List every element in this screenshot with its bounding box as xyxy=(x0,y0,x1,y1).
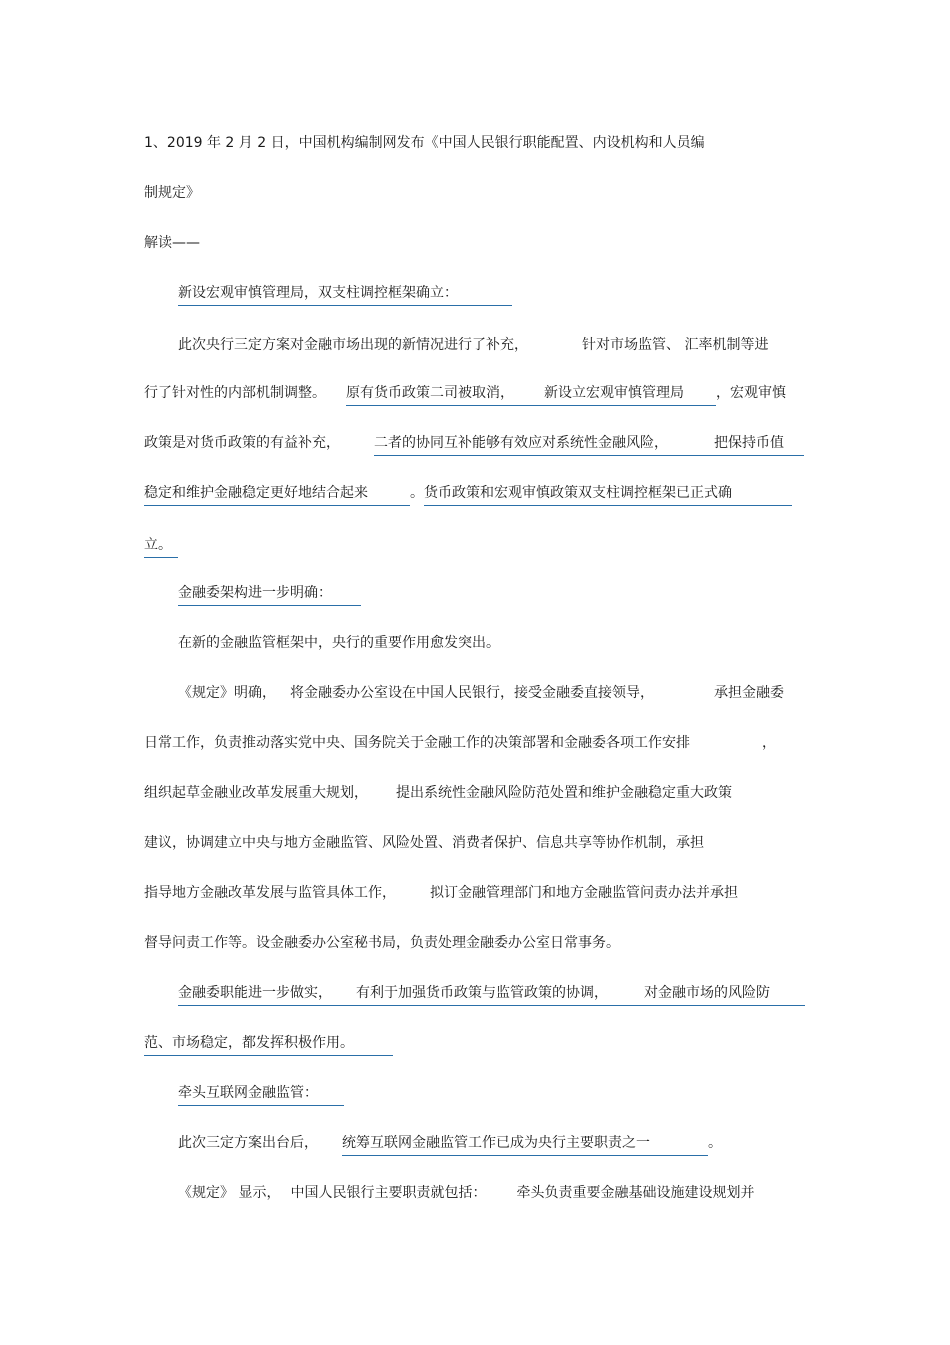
underlined-text: 统筹互联网金融监管工作已成为央行主要职责之一 xyxy=(342,1133,708,1156)
underlined-text: 原有货币政策二司被取消， 新设立宏观审慎管理局 xyxy=(346,383,716,406)
text-line: 1、2019 年 2 月 2 日，中国机构编制网发布《中国人民银行职能配置、内设机构和人员编 xyxy=(144,135,705,151)
underlined-text: 稳定和维护金融稳定更好地结合起来 xyxy=(144,483,410,506)
section-heading: 牵头互联网金融监管： xyxy=(178,1083,344,1106)
text-line: 解读—— xyxy=(144,235,200,251)
text-line: 在新的金融监管框架中，央行的重要作用愈发突出。 xyxy=(178,635,500,651)
text-line: 政策是对货币政策的有益补充， 二者的协同互补能够有效应对系统性金融风险， 把保持币值 xyxy=(144,433,804,456)
text-line: 此次三定方案出台后， 统筹互联网金融监管工作已成为央行主要职责之一 。 xyxy=(178,1133,722,1156)
underlined-text: 范、市场稳定，都发挥积极作用。 xyxy=(144,1033,393,1056)
text-line: 督导问责工作等。设金融委办公室秘书局，负责处理金融委办公室日常事务。 xyxy=(144,935,620,951)
text-line xyxy=(144,535,178,558)
section-heading: 金融委架构进一步明确： xyxy=(178,583,361,606)
underlined-text: 立。 xyxy=(144,535,178,558)
text-line: 《规定》 显示， 中国人民银行主要职责就包括： 牵头负责重要金融基础设施建设规划并 xyxy=(178,1185,755,1201)
underlined-text: 二者的协同互补能够有效应对系统性金融风险， 把保持币值 xyxy=(374,433,804,456)
text-line: 建议，协调建立中央与地方金融监管、风险处置、消费者保护、信息共享等协作机制，承担 xyxy=(144,835,704,851)
text-line: 稳定和维护金融稳定更好地结合起来 。货币政策和宏观审慎政策双支柱调控框架已正式确 xyxy=(144,483,792,506)
text-line: 指导地方金融改革发展与监管具体工作， 拟订金融管理部门和地方金融监管问责办法并承担 xyxy=(144,885,738,901)
text-line: 日常工作，负责推动落实党中央、国务院关于金融工作的决策部署和金融委各项工作安排 ， xyxy=(144,735,776,751)
text-line xyxy=(178,983,805,1006)
text-line: 行了针对性的内部机制调整。 原有货币政策二司被取消， 新设立宏观审慎管理局 ，宏观审慎 xyxy=(144,383,786,406)
text-line: 组织起草金融业改革发展重大规划， 提出系统性金融风险防范处置和维护金融稳定重大政策 xyxy=(144,785,732,801)
text-line: 此次央行三定方案对金融市场出现的新情况进行了补充， 针对市场监管、 汇率机制等进 xyxy=(178,337,769,353)
text-line xyxy=(144,1033,393,1056)
underlined-text: 货币政策和宏观审慎政策双支柱调控框架已正式确 xyxy=(424,483,792,506)
text-line: 《规定》明确， 将金融委办公室设在中国人民银行，接受金融委直接领导， 承担金融委 xyxy=(178,685,784,701)
underlined-text: 金融委职能进一步做实， 有利于加强货币政策与监管政策的协调， 对金融市场的风险防 xyxy=(178,983,805,1006)
section-heading: 新设宏观审慎管理局，双支柱调控框架确立： xyxy=(178,283,512,306)
text-line: 制规定》 xyxy=(144,185,200,201)
